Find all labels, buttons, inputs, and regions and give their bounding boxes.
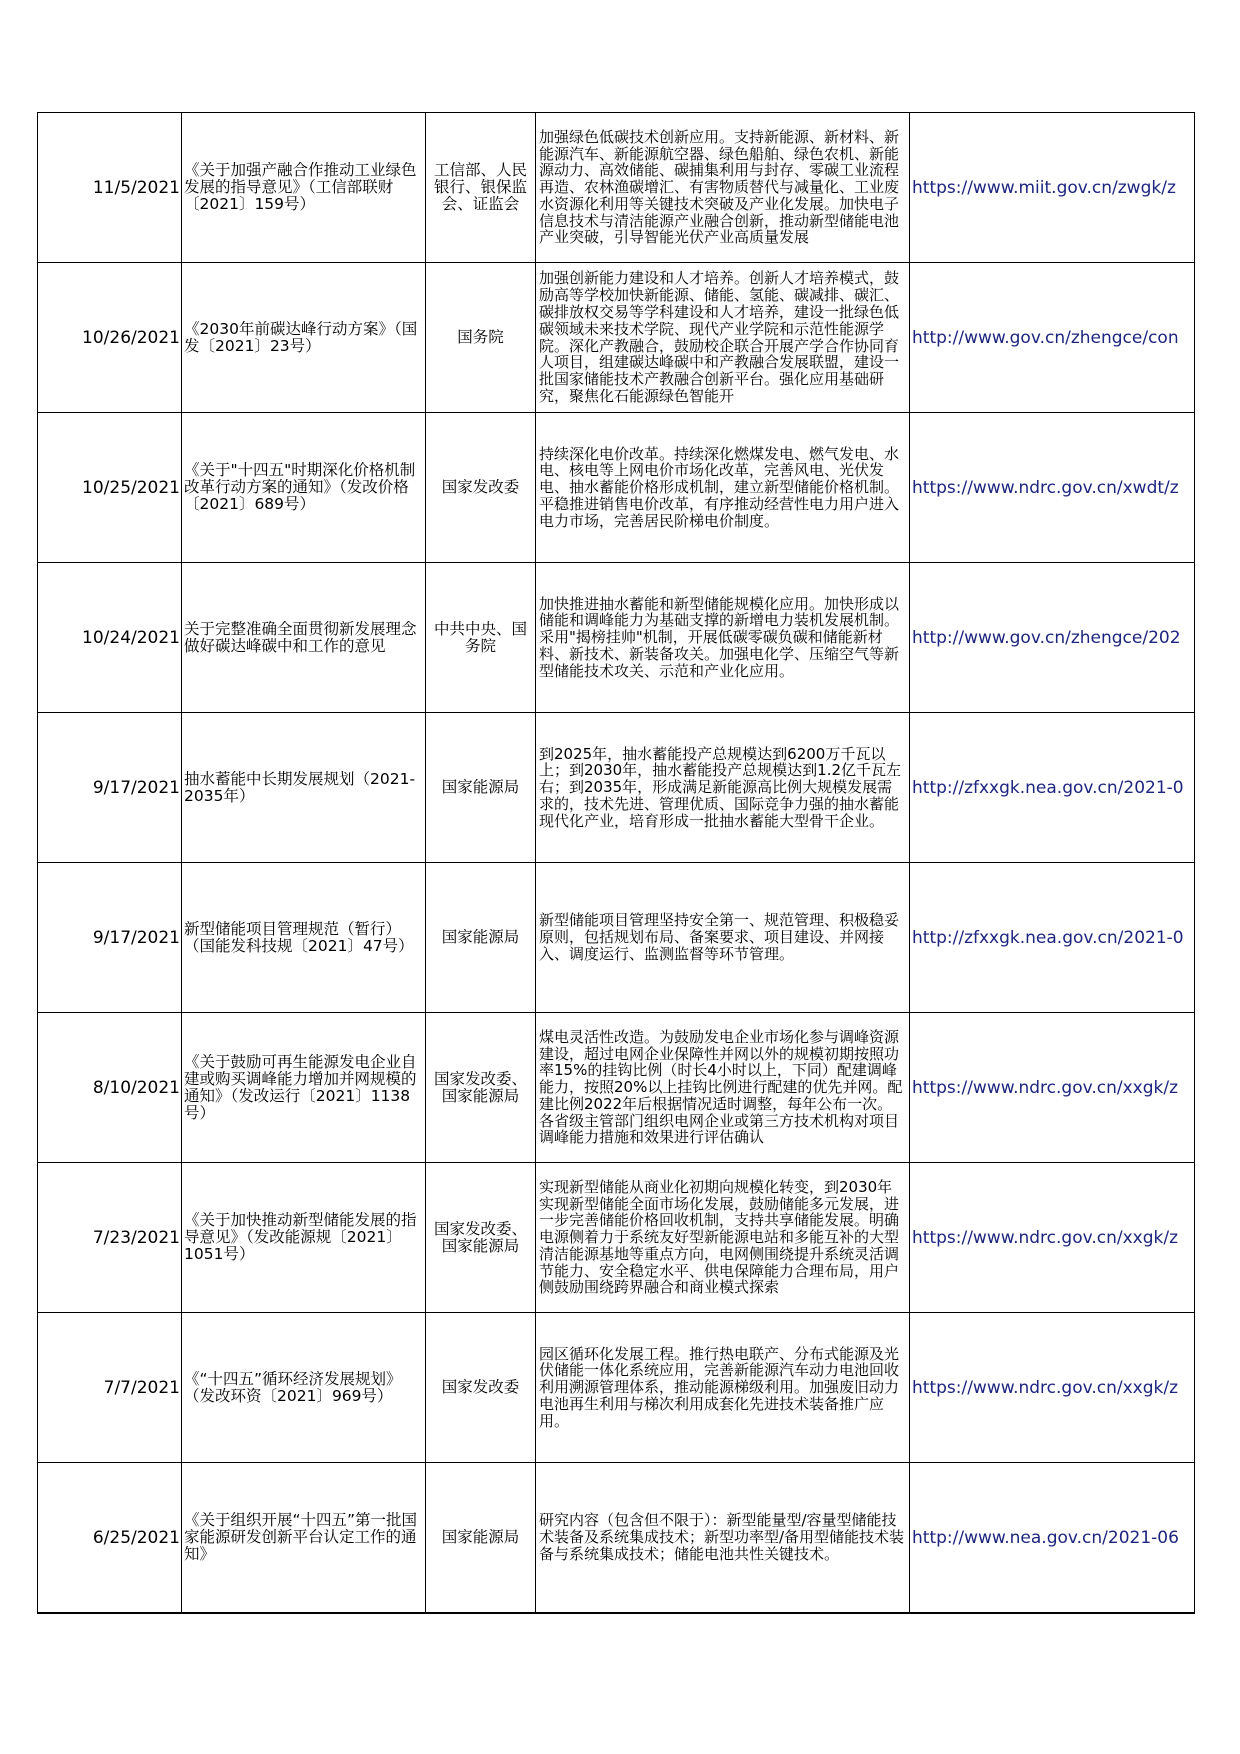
content-cell [536, 1463, 910, 1614]
table-row [38, 1013, 1195, 1163]
org-cell [426, 113, 536, 263]
org-cell [426, 1163, 536, 1313]
link-text[interactable]: http://www.nea.gov.cn/2021-06 [912, 1527, 1179, 1548]
date-cell: 10/25/2021 [38, 413, 182, 563]
title-text: 《关于组织开展“十四五”第一批国家能源研发创新平台认定工作的通知》 [184, 1512, 418, 1563]
link-text[interactable]: https://www.ndrc.gov.cn/xxgk/z [912, 1077, 1179, 1098]
date-cell: 6/25/2021 [38, 1463, 182, 1614]
title-text: 《关于加强产融合作推动工业绿色发展的指导意见》（工信部联财〔2021〕159号） [184, 162, 417, 213]
table-row [38, 113, 1195, 263]
content-text: 持续深化电价改革。持续深化燃煤发电、燃气发电、水电、核电等上网电价市场化改革，完善风电、光伏发电、抽水蓄能价格形成机制，建立新型储能价格机制。平稳推进销售电价改革，有序推动经营性电力用户进入电力市场，完善居民阶梯电价制度。 [539, 445, 900, 530]
content-text: 研究内容（包含但不限于）：新型能量型/容量型储能技术装备及系统集成技术；新型功率型/备用型储能技术装备与系统集成技术；储能电池共性关键技术。 [539, 1512, 905, 1563]
policy-table [37, 112, 1195, 1614]
title-cell [182, 113, 426, 263]
link-text[interactable]: https://www.ndrc.gov.cn/xxgk/z [912, 1227, 1179, 1248]
date-cell: 10/26/2021 [38, 263, 182, 413]
link-cell[interactable] [910, 1463, 1195, 1614]
link-text[interactable]: https://www.ndrc.gov.cn/xwdt/z [912, 477, 1179, 498]
title-cell [182, 263, 426, 413]
title-text: 《2030年前碳达峰行动方案》（国发〔2021〕23号） [184, 320, 418, 355]
title-cell [182, 563, 426, 713]
link-cell[interactable] [910, 563, 1195, 713]
content-text: 到2025年，抽水蓄能投产总规模达到6200万千瓦以上；到2030年，抽水蓄能投产总规模达到1.2亿千瓦左右；到2035年，形成满足新能源高比例大规模发展需求的，技术先进、管理优质、国际竞争力强的抽水蓄能现代化产业，培育形成一批抽水蓄能大型骨干企业。 [539, 745, 902, 830]
link-text[interactable]: http://zfxxgk.nea.gov.cn/2021-0 [912, 927, 1184, 948]
table-row [38, 263, 1195, 413]
org-text: 工信部、人民银行、银保监会、证监会 [433, 162, 527, 213]
table-row [38, 1313, 1195, 1463]
title-text: 《关于加快推动新型储能发展的指导意见》（发改能源规〔2021〕1051号） [184, 1212, 417, 1263]
org-cell [426, 1313, 536, 1463]
org-text: 国家发改委、国家能源局 [433, 1070, 527, 1105]
org-text: 国家能源局 [441, 779, 520, 796]
title-cell [182, 1013, 426, 1163]
link-cell[interactable] [910, 1313, 1195, 1463]
date-cell: 10/24/2021 [38, 563, 182, 713]
org-text: 中共中央、国务院 [433, 620, 527, 655]
title-cell [182, 1163, 426, 1313]
content-cell [536, 563, 910, 713]
content-cell [536, 1313, 910, 1463]
org-cell [426, 1463, 536, 1614]
content-cell [536, 413, 910, 563]
table-row [38, 863, 1195, 1013]
title-text: 抽水蓄能中长期发展规划（2021-2035年） [184, 770, 416, 805]
date-cell: 9/17/2021 [38, 863, 182, 1013]
content-text: 煤电灵活性改造。为鼓励发电企业市场化参与调峰资源建设，超过电网企业保障性并网以外的规模初期按照功率15%的挂钩比例（时长4小时以上，下同）配建调峰能力，按照20%以上挂钩比例进行配建的优先并网。配建比例2022年后根据情况适时调整，每年公布一次。各省级主管部门组织电网企业或第三方技术机构对项目调峰能力措施和效果进行评估确认 [539, 1028, 903, 1147]
link-cell[interactable] [910, 413, 1195, 563]
content-text: 新型储能项目管理坚持安全第一、规范管理、积极稳妥原则，包括规划布局、备案要求、项目建设、并网接入、调度运行、监测监督等环节管理。 [539, 912, 900, 963]
org-cell [426, 263, 536, 413]
title-text: 《关于鼓励可再生能源发电企业自建或购买调峰能力增加并网规模的通知》（发改运行〔2021〕1138号） [184, 1053, 417, 1122]
title-cell [182, 1313, 426, 1463]
content-text: 加强绿色低碳技术创新应用。支持新能源、新材料、新能源汽车、新能源航空器、绿色船舶、绿色农机、新能源动力、高效储能、碳捕集利用与封存、零碳工业流程再造、农林渔碳增汇、有害物质替代与减量化、工业废水资源化利用等关键技术突破及产业化发展。加快电子信息技术与清洁能源产业融合创新，推动新型储能电池产业突破，引导智能光伏产业高质量发展 [539, 128, 900, 247]
link-text[interactable]: https://www.ndrc.gov.cn/xxgk/z [912, 1377, 1179, 1398]
link-cell[interactable] [910, 863, 1195, 1013]
title-text: 新型储能项目管理规范（暂行）（国能发科技规〔2021〕47号） [184, 920, 414, 955]
content-text: 加快推进抽水蓄能和新型储能规模化应用。加快形成以储能和调峰能力为基础支撑的新增电力装机发展机制。采用"揭榜挂帅"机制，开展低碳零碳负碳和储能新材料、新技术、新装备攻关。加强电化学、压缩空气等新型储能技术攻关、示范和产业化应用。 [539, 595, 900, 680]
link-text[interactable]: http://www.gov.cn/zhengce/con [912, 327, 1179, 348]
table-row [38, 1463, 1195, 1614]
link-cell[interactable] [910, 1163, 1195, 1313]
org-cell [426, 863, 536, 1013]
date-cell: 8/10/2021 [38, 1013, 182, 1163]
table-row [38, 413, 1195, 563]
org-cell [426, 413, 536, 563]
link-text[interactable]: https://www.miit.gov.cn/zwgk/z [912, 177, 1176, 198]
date-cell: 11/5/2021 [38, 113, 182, 263]
org-cell [426, 713, 536, 863]
link-cell[interactable] [910, 1013, 1195, 1163]
link-text[interactable]: http://zfxxgk.nea.gov.cn/2021-0 [912, 777, 1184, 798]
content-cell [536, 1163, 910, 1313]
org-text: 国家发改委 [441, 1379, 520, 1396]
title-cell [182, 713, 426, 863]
date-cell: 9/17/2021 [38, 713, 182, 863]
date-cell: 7/7/2021 [38, 1313, 182, 1463]
link-text[interactable]: http://www.gov.cn/zhengce/202 [912, 627, 1181, 648]
title-text: 关于完整准确全面贯彻新发展理念做好碳达峰碳中和工作的意见 [184, 620, 417, 655]
title-text: 《“十四五”循环经济发展规划》（发改环资〔2021〕969号） [184, 1370, 402, 1405]
table-row [38, 1163, 1195, 1313]
org-cell [426, 563, 536, 713]
org-text: 国家能源局 [441, 929, 520, 946]
link-cell[interactable] [910, 713, 1195, 863]
org-text: 国务院 [457, 329, 504, 346]
org-text: 国家发改委 [441, 479, 520, 496]
org-text: 国家能源局 [441, 1529, 520, 1546]
date-cell: 7/23/2021 [38, 1163, 182, 1313]
content-cell [536, 713, 910, 863]
content-text: 实现新型储能从商业化初期向规模化转变，到2030年实现新型储能全面市场化发展，鼓励储能多元发展，进一步完善储能价格回收机制，支持共享储能发展。明确电源侧着力于系统友好型新能源电站和多能互补的大型清洁能源基地等重点方向，电网侧围绕提升系统灵活调节能力、安全稳定水平、供电保障能力合理布局，用户侧鼓励围绕跨界融合和商业模式探索 [539, 1178, 900, 1297]
content-text: 园区循环化发展工程。推行热电联产、分布式能源及光伏储能一体化系统应用，完善新能源汽车动力电池回收利用溯源管理体系，推动能源梯级利用。加强废旧动力电池再生利用与梯次利用成套化先进技术装备推广应用。 [539, 1345, 900, 1430]
content-cell [536, 863, 910, 1013]
title-cell [182, 863, 426, 1013]
link-cell[interactable] [910, 113, 1195, 263]
link-cell[interactable] [910, 263, 1195, 413]
content-text: 加强创新能力建设和人才培养。创新人才培养模式，鼓励高等学校加快新能源、储能、氢能、碳减排、碳汇、碳排放权交易等学科建设和人才培养，建设一批绿色低碳领域未来技术学院、现代产业学院和示范性能源学院。深化产教融合，鼓励校企联合开展产学合作协同育人项目，组建碳达峰碳中和产教融合发展联盟，建设一批国家储能技术产教融合创新平台。强化应用基础研究，聚焦化石能源绿色智能开 [539, 270, 900, 405]
table-row [38, 563, 1195, 713]
title-cell [182, 1463, 426, 1614]
content-cell [536, 263, 910, 413]
org-cell [426, 1013, 536, 1163]
title-text: 《关于"十四五"时期深化价格机制改革行动方案的通知》（发改价格〔2021〕689号） [184, 462, 416, 513]
org-text: 国家发改委、国家能源局 [433, 1220, 527, 1255]
table-row [38, 713, 1195, 863]
content-cell [536, 1013, 910, 1163]
content-cell [536, 113, 910, 263]
title-cell [182, 413, 426, 563]
